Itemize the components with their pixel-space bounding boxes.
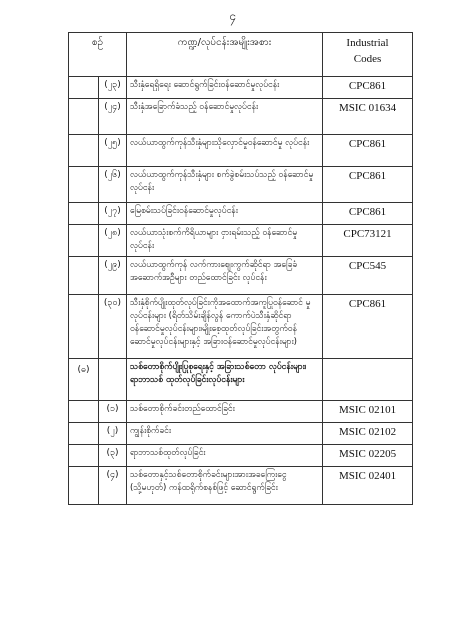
row-description: ရာဘာသစ်ထုတ်လုပ်ခြင်း — [127, 445, 323, 467]
table-row — [69, 167, 413, 203]
row-section-code — [69, 99, 99, 135]
row-number: (၃) — [99, 445, 127, 467]
header-codes-line1: Industrial — [346, 37, 389, 49]
row-section-code — [69, 467, 99, 505]
row-description: သီးနှံရေရှိရေး ဆောင်ရွက်ခြင်းဝန်ဆောင်မှုလုပ်ငန်း — [127, 77, 323, 99]
table-body — [69, 77, 413, 505]
row-number: (၂၅) — [99, 135, 127, 167]
table-row — [69, 257, 413, 295]
row-description: လယ်ယာထွက်ကုန်သီးနှံများ စက်ခွဲစမ်းသပ်သည့် ဝန်ဆောင်မှုလုပ်ငန်း — [127, 167, 323, 203]
header-serial: စဉ် — [69, 33, 127, 77]
row-industrial-code: CPC861 — [323, 135, 413, 167]
row-description: လယ်ယာသုံးစက်ကိရိယာများ ငှားရမ်းသည့် ဝန်ဆောင်မှု လုပ်ငန်း — [127, 225, 323, 257]
table-row — [69, 445, 413, 467]
row-section-code — [69, 295, 99, 359]
row-description: လယ်ယာထွက်ကုန် လက်ကားဈေးကွက်ဆိုင်ရာ အခြေခံ အဆောက်အဦများ တည်ထောင်ခြင်း လုပ်ငန်း — [127, 257, 323, 295]
row-number: (၁) — [99, 401, 127, 423]
row-number — [99, 359, 127, 401]
row-number: (၃၀) — [99, 295, 127, 359]
row-description: သီးနှံအခြောက်ခံသည့် ဝန်ဆောင်မှုလုပ်ငန်း — [127, 99, 323, 135]
table-header-row — [69, 33, 413, 77]
row-section-code — [69, 401, 99, 423]
row-section-code — [69, 445, 99, 467]
row-section-code — [69, 167, 99, 203]
row-industrial-code: CPC861 — [323, 167, 413, 203]
table-row — [69, 203, 413, 225]
row-industrial-code: CPC545 — [323, 257, 413, 295]
table-row — [69, 467, 413, 505]
row-number: (၄) — [99, 467, 127, 505]
table-row — [69, 295, 413, 359]
row-number: (၂၆) — [99, 167, 127, 203]
table-row — [69, 99, 413, 135]
row-description: လယ်ယာထွက်ကုန်သီးနှံများသိုလှောင်မှုဝန်ဆောင်မှု လုပ်ငန်း — [127, 135, 323, 167]
row-industrial-code: MSIC 02101 — [323, 401, 413, 423]
row-industrial-code: CPC73121 — [323, 225, 413, 257]
activity-code-table — [68, 32, 413, 505]
table-row — [69, 225, 413, 257]
row-description: သီးနှံစိုက်ပျိုးထုတ်လုပ်ခြင်းကိုအထောက်အကူပြုဝန်ဆောင် မှုလုပ်ငန်းများ (ရိတ်သိမ်းချိန်လွန် ကောက်ပဲသီးနှံဆိုင်ရာ ဝန်ဆောင်မှုလုပ်ငန်းများ၊မျိုးစေ့ထုတ်လုပ်ခြင်းအတွက်ဝန် ဆောင်မှုလုပ်ငန်းများနှင့် အခြားဝန်ဆောင်မှုလုပ်ငန်းများ) — [127, 295, 323, 359]
row-section-code — [69, 203, 99, 225]
row-number: (၂၃) — [99, 77, 127, 99]
row-section-code — [69, 77, 99, 99]
row-number: (၂၈) — [99, 225, 127, 257]
table-row — [69, 423, 413, 445]
row-industrial-code: MSIC 02102 — [323, 423, 413, 445]
row-section-code — [69, 225, 99, 257]
row-industrial-code: CPC861 — [323, 77, 413, 99]
row-description: မြေစမ်းသပ်ခြင်းဝန်ဆောင်မှုလုပ်ငန်း — [127, 203, 323, 225]
row-industrial-code: MSIC 02401 — [323, 467, 413, 505]
table-row — [69, 135, 413, 167]
row-industrial-code: CPC861 — [323, 203, 413, 225]
row-description: သစ်တောနှင့်သစ်တောစိုက်ခင်းများအားအခကြေးငွေ (သို့မဟုတ်) ကန်ထရိုက်စနစ်ဖြင့် ဆောင်ရွက်ခြင်း — [127, 467, 323, 505]
row-description: ကျွန်းစိုက်ခင်း — [127, 423, 323, 445]
row-section-code — [69, 423, 99, 445]
row-description: သစ်တောစိုက်ခင်းတည်ထောင်ခြင်း — [127, 401, 323, 423]
table-section-row — [69, 359, 413, 401]
row-description: သစ်တောစိုက်ပျိုးပြုစုရေးနှင့် အခြားသစ်တော လုပ်ငန်းများ၊ ရာဘာသစ် ထုတ်လုပ်ခြင်းလုပ်ငန်းများ — [127, 359, 323, 401]
row-number: (၂၉) — [99, 257, 127, 295]
header-activity: ကဏ္ဍ/လုပ်ငန်းအမျိုးအစား — [127, 33, 323, 77]
table-row — [69, 77, 413, 99]
row-industrial-code — [323, 359, 413, 401]
row-section-code — [69, 257, 99, 295]
row-section-code: (ဓ) — [69, 359, 99, 401]
header-codes-line2: Codes — [353, 53, 382, 65]
row-section-code — [69, 135, 99, 167]
header-codes — [323, 33, 413, 77]
row-industrial-code: MSIC 02205 — [323, 445, 413, 467]
table-row — [69, 401, 413, 423]
row-number: (၂) — [99, 423, 127, 445]
row-industrial-code: CPC861 — [323, 295, 413, 359]
row-number: (၂၄) — [99, 99, 127, 135]
page-number: ၄ — [229, 9, 236, 23]
row-number: (၂၇) — [99, 203, 127, 225]
row-industrial-code: MSIC 01634 — [323, 99, 413, 135]
